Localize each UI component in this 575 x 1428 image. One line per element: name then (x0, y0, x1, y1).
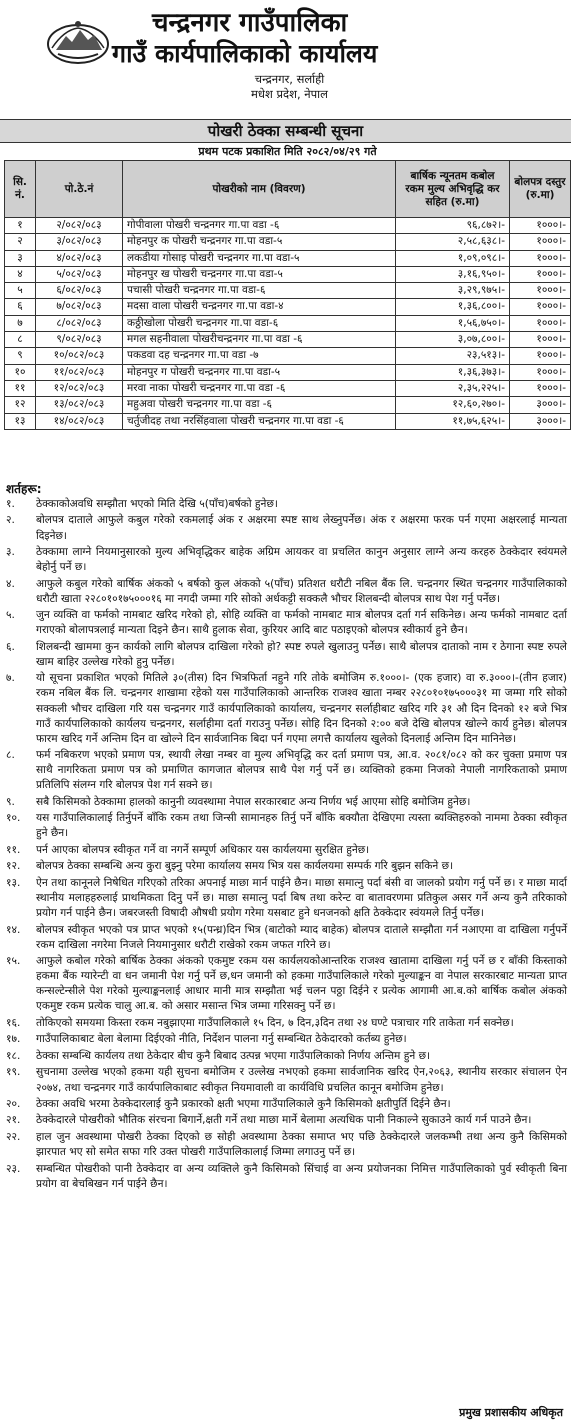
term-item (6, 1049, 567, 1064)
table-row (5, 348, 571, 364)
term-item (6, 497, 567, 512)
term-item (6, 843, 567, 858)
header (2, 0, 573, 110)
cell-amount: २,३५,२२५।- (396, 380, 510, 396)
table-row (5, 250, 571, 266)
cell-fee: १०००।- (510, 332, 571, 348)
cell-tender-no: ८/०८२/०८३ (36, 315, 123, 331)
term-item (6, 748, 567, 793)
term-item (6, 1130, 567, 1160)
term-number: ६. (6, 640, 15, 653)
cell-tender-no: १३/०८२/०८३ (36, 397, 123, 413)
term-number: ११. (6, 843, 21, 856)
cell-sn: ४ (5, 266, 36, 282)
address-line1: चन्द्रनगर, सर्लाही (254, 72, 325, 86)
term-text: सबै किसिमको ठेक्कामा हालको कानुनी व्यवस्थामा नेपाल सरकारबाट अन्य निर्णय भई आएमा सोहि बमोजिम हुनेछ। (36, 795, 471, 808)
cell-tender-no: २/०८२/०८३ (36, 218, 123, 234)
cell-amount: १,३६,३७३।- (396, 364, 510, 380)
cell-sn: ३ (5, 250, 36, 266)
cell-amount: ११,७५,६२५।- (396, 413, 510, 429)
term-text: ठेक्केदारले पोखरीको भौतिक संरचना बिगार्ने,क्षती गर्ने तथा माछा मार्ने बेलामा अत्यधिक पानी निकाल्ने सुकाउने कार्य गर्न पाउने छैन। (36, 1114, 532, 1127)
col-header-tender-no: पो.ठे.नं (36, 161, 123, 218)
term-item (6, 954, 567, 1014)
col-header-pond-name: पोखरीको नाम (विवरण) (123, 161, 396, 218)
cell-amount: ३,१६,९५०।- (396, 266, 510, 282)
cell-fee: १०००।- (510, 250, 571, 266)
cell-sn: १ (5, 218, 36, 234)
term-number: १२. (6, 860, 21, 873)
terms-heading: शर्तहरू: (6, 482, 42, 496)
term-number: १४. (6, 923, 21, 936)
term-number: ९. (6, 795, 15, 808)
cell-amount: ९६,८७२।- (396, 218, 510, 234)
cell-sn: २ (5, 234, 36, 250)
table-row (5, 234, 571, 250)
terms-list (6, 497, 567, 1193)
term-item (6, 545, 567, 575)
cell-sn: ९ (5, 348, 36, 364)
term-text: फर्म नबिकरण भएको प्रमाण पत्र, स्थायी लेखा नम्बर वा मुल्य अभिवृद्धि कर दर्ता प्रमाण पत्र, आ.व. २०८१/०८२ को कर चुक्ता प्रमाण पत्र साथै नागरिकता प्रमाण पत्र को प्रमाणित कागजात बोलपत्र साथै पेश गर्नु पर्ने छ। व्यक्तिको हकमा निजको नेपाली नागरिकताको प्रमाण प्रतिलिपि संलग्न गरि बोलपत्र पेश गर्न सक्ने छ। (36, 749, 567, 792)
notice-title: पोखरी ठेक्का सम्बन्धी सूचना (0, 119, 571, 143)
cell-sn: ७ (5, 315, 36, 331)
term-text: आफुले कबोल गरेको बार्षिक ठेक्का अंकको एकमुष्ट रकम यस कार्यलयकोआन्तरिक राजश्व खातामा दाखिला गर्नु पर्ने छ र बाँकी किस्ताको हकमा बैंक ग्यारेन्टी वा धन जमानी पेश गर्नु पर्ने छ,धन जमानी को हकमा गाउँपालिकाले गरेको मुल्याङ्कन वा नेपाल सरकारबाट मान्यता प्राप्त कन्सल्टेन्सीले पेश गरेको मुल्याङ्कनलाई आधार मानी मात्र सम्झौता भई चलन पठ्ठा दिईने र प्रत्येक आगामी आ.ब.को बार्षिक कबोल अंकको एकमुष्ट रकम प्रत्येक चालु आ.ब. को असार मसान्त भित्र जम्मा गरिसक्नु पर्ने छ। (36, 955, 567, 1013)
cell-tender-no: १२/०८२/०८३ (36, 380, 123, 396)
term-text: आफुले कबुल गरेको बार्षिक अंकको ५ बर्षको कुल अंकको ५(पाँच) प्रतिशत धरौटी नबिल बैंक लि. चन्द्रनगर स्थित चन्द्रनगर गाउँपालिकाको धरौटी खाता २२८०१०१७५०००१६ मा नगदी जम्मा गरि सोको अर्धकट्टी सक्कलै भौचर शिलबन्दी बोलपत्र साथ पेश गर्नु पर्नेछ। (36, 577, 567, 605)
table-row (5, 413, 571, 429)
table-row (5, 283, 571, 299)
term-number: १६. (6, 1016, 21, 1029)
cell-pond-name: पकडवा दह चन्द्रनगर गा.पा वडा -७ (123, 348, 396, 364)
cell-pond-name: मदसा वाला पोखरी चन्द्रनगर गा.पा वडा-४ (123, 299, 396, 315)
cell-amount: २३,५१३।- (396, 348, 510, 364)
cell-tender-no: ११/०८२/०८३ (36, 364, 123, 380)
term-text: तोकिएको समयमा किस्ता रकम नबुझाएमा गाउँपालिकाले १५ दिन, ७ दिन,३दिन तथा २४ घण्टे पत्राचार गरि ताकेता गर्न सक्नेछ। (36, 1016, 514, 1029)
term-number: ३. (6, 546, 15, 559)
term-text: यस गाउँपालिकालाई तिर्नुपर्ने बाँकि रकम तथा जिन्सी सामानहरु तिर्नु पर्ने बाँकि बक्यौता देखिएमा त्यस्ता ब्यक्तिहरुको नाममा ठेक्का स्वीकृत हुने छैन। (36, 812, 567, 840)
term-item (6, 577, 567, 607)
cell-pond-name: मोहनपुर ख पोखरी चन्द्रनगर गा.पा वडा-५ (123, 266, 396, 282)
cell-sn: ५ (5, 283, 36, 299)
term-item (6, 923, 567, 953)
table-row (5, 380, 571, 396)
term-item (6, 1065, 567, 1095)
cell-amount: १,०९,०९८।- (396, 250, 510, 266)
cell-amount: १,३६,८००।- (396, 299, 510, 315)
cell-fee: १०००।- (510, 218, 571, 234)
cell-pond-name: मगल सहनीवाला पोखरीचन्द्रनगर गा.पा वडा -६ (123, 332, 396, 348)
government-emblem-icon (44, 18, 112, 66)
cell-fee: १०००।- (510, 266, 571, 282)
term-number: २१. (6, 1114, 21, 1127)
term-number: ७. (6, 672, 15, 685)
table-row (5, 266, 571, 282)
term-text: ठेक्का अवधि भरमा ठेक्केदारलाई कुनै प्रकारको क्षती भएमा गाउँपालिकाले कुनै किसिमको क्षतीपुर्ति दिईने छैन। (36, 1097, 451, 1110)
term-number: २२. (6, 1130, 21, 1143)
table-row (5, 299, 571, 315)
term-item (6, 640, 567, 670)
term-text: हाल जुन अवस्थामा पोखरी ठेक्का दिएको छ सोही अवस्थामा ठेक्का समाप्त भए पछि ठेक्केदारले जलकम्भी तथा अन्य कुनै किसिमको झारपात भए सो समेत सफा गरि उक्त पोखरी गाउँपालिकालाई जिम्मा लगाउनु पर्ने छ। (36, 1130, 567, 1159)
term-text: सम्बन्धित पोखरीको पानी ठेक्केदार वा अन्य व्यक्तिले कुनै किसिमको सिंचाई वा अन्य प्रयोजनका निमित्त गाउँपालिकाको पुर्व स्वीकृती बिना प्रयोग वा बेचबिखन गर्न पाईने छैन। (36, 1162, 567, 1190)
term-item (6, 513, 567, 543)
term-text: ऐन तथा कानूनले निषेधित गरिएको तरिका अपनाई माछा मार्न पाईने छैन। माछा समात्नु पर्दा बंसी वा जालको प्रयोग गर्नु पर्ने छ। र माछा मार्दा स्थानीय मलाहहरुलाई प्राथमिकता दिनु पर्ने छ। माछा समात्नु पर्दा बिष तथा करेन्ट वा बातावरणमा प्रतिकुल असर गर्ने अन्य कुनै तरिकाको प्रयोग गर्न पाईने छैन। जबरजस्ती विषादी औषधी प्रयोग गरेमा यसबाट हुने धनजनको क्षति ठेक्केदार स्वंयमले तिर्नु पर्नेछ। (36, 876, 567, 920)
cell-sn: १० (5, 364, 36, 380)
tender-table (4, 160, 571, 430)
cell-fee: १०००।- (510, 283, 571, 299)
cell-amount: १२,६०,२७०।- (396, 397, 510, 413)
cell-amount: १,५६,७५०।- (396, 315, 510, 331)
term-text: पर्न आएका बोलपत्र स्वीकृत गर्ने वा नगर्ने सम्पूर्ण अधिकार यस कार्यलयमा सुरक्षित हुनेछ। (36, 843, 370, 856)
term-item (6, 1016, 567, 1031)
cell-tender-no: १०/०८२/०८३ (36, 348, 123, 364)
signature: प्रमुख प्रशासकीय अधिकृत (459, 1406, 563, 1419)
term-item (6, 811, 567, 841)
cell-fee: १०००।- (510, 364, 571, 380)
cell-pond-name: गोपीवाला पोखरी चन्द्रनगर गा.पा वडा -६ (123, 218, 396, 234)
table-row (5, 332, 571, 348)
cell-fee: ३०००।- (510, 397, 571, 413)
cell-fee: १०००।- (510, 348, 571, 364)
term-item (6, 795, 567, 810)
cell-tender-no: १४/०८२/०८३ (36, 413, 123, 429)
cell-pond-name: मरवा नाका पोखरी चन्द्रनगर गा.पा वडा -६ (123, 380, 396, 396)
cell-fee: ३०००।- (510, 413, 571, 429)
cell-fee: १०००।- (510, 380, 571, 396)
cell-pond-name: मोहनपुर ग पोखरी चन्द्रनगर गा.पा वडा-५ (123, 364, 396, 380)
cell-amount: ३,०७,८००।- (396, 332, 510, 348)
cell-pond-name: मोहनपुर क पोखरी चन्द्रनगर गा.पा वडा-५ (123, 234, 396, 250)
cell-sn: १३ (5, 413, 36, 429)
term-number: २. (6, 514, 15, 527)
term-number: १९. (6, 1066, 21, 1079)
term-item (6, 859, 567, 874)
term-number: २०. (6, 1097, 21, 1110)
term-text: बोलपत्र स्वीकृत भएको पत्र प्राप्त भएको १५(पन्ध्र)दिन भित्र (बाटोको म्याद बाहेक) बोलपत्र दाताले सम्झौता गर्न नआएमा वा दाखिला गर्नुपर्ने रकम दाखिला नगरेमा निजले नियमानुसार धरौटी राखेको रकम जफत गरिने छ। (36, 923, 567, 951)
published-date: प्रथम पटक प्रकाशित मिति २०८२/०४/२९ गते (198, 145, 377, 158)
cell-tender-no: ७/०८२/०८३ (36, 299, 123, 315)
term-text: जुन व्यक्ति वा फर्मको नामबाट खरिद गरेको हो, सोहि व्यक्ति वा फर्मको नामबाट मात्र बोलपत्र दर्ता गर्न सकिनेछ। अन्य फर्मको नामबाट दर्ता गराएको बोलापत्रलाई मान्यता दिइने छैन। साथै हुलाक सेवा, कुरियर आदि बाट पठाइएको बोलपत्र स्वीकार्य हुने छैन। (36, 609, 567, 637)
cell-tender-no: ४/०८२/०८३ (36, 250, 123, 266)
col-header-sn: सि. नं. (5, 161, 36, 218)
table-header-row (5, 161, 571, 218)
cell-pond-name: लकडीया गोसाइ पोखरी चन्द्रनगर गा.पा वडा-५ (123, 250, 396, 266)
term-item (6, 671, 567, 746)
cell-fee: १०००।- (510, 299, 571, 315)
address-line2: मधेश प्रदेश, नेपाल (251, 87, 328, 101)
cell-pond-name: महुअवा पोखरी चन्द्रनगर गा.पा वडा -६ (123, 397, 396, 413)
term-item (6, 608, 567, 638)
cell-tender-no: ९/०८२/०८३ (36, 332, 123, 348)
table-row (5, 397, 571, 413)
cell-pond-name: कठ्ठीखोला पोखरी चन्द्रनगर गा.पा वडा-६ (123, 315, 396, 331)
cell-fee: १०००।- (510, 315, 571, 331)
cell-amount: २,५८,६३८।- (396, 234, 510, 250)
term-text: शिलबन्दी खाममा कुन कार्यको लागि बोलपत्र दाखिला गरेको हो? स्पष्ट रुपले खुलाउनु पर्नेछ। साथै बोलपत्र दाताको नाम र ठेगाना स्पष्ट रुपले खाम बाहिर उल्लेख गरेको हुनु पर्नेछ। (36, 640, 567, 668)
cell-pond-name: चर्तुजीदह तथा नरसिंहवाला पोखरी चन्द्रनगर गा.पा वडा -६ (123, 413, 396, 429)
office-subtitle: गाउँ कार्यपालिकाको कार्यालय (112, 39, 378, 68)
cell-sn: १२ (5, 397, 36, 413)
term-text: बोलपत्र ठेक्का सम्बन्धि अन्य कुरा बुझ्नु परेमा कार्यालय समय भित्र यस कार्यलयमा सम्पर्क गरि बुझन सकिने छ। (36, 860, 454, 873)
cell-fee: १०००।- (510, 234, 571, 250)
term-text: यो सूचना प्रकाशित भएको मितिले ३०(तीस) दिन भित्रफिर्ता नहुने गरि तोके बमोजिम रु.१०००।- (एक हजार) वा रु.३०००।-(तीन हजार) रकम नबिल बैंक लि. चन्द्रनगर शाखामा रहेको यस गाउँपालिकाको आन्तरिक राजश्व खाता नम्बर २२८०१०१७५०००३१ मा जम्मा गरि सोको सक्कली भौचर दाखिला गरि यस चन्द्रनगर गाउँ कार्यपालिकाको कार्यालय, चन्द्रनगर सर्लाहीबाट खरिद गरि ३१ औ दिन दिनको १२ बजे भित्र गाउँ कार्यपालिकाको कार्यलय चन्द्रनगर, सर्लाहीमा दर्ता गराउनु पर्नेछ। सोहि दिन दिनको २:०० बजे देखि बोलपत्र खोल्ने कार्य हुनेछ। बोलपत्र फारम खरिद गर्ने अन्तिम दिन वा खोल्ने दिन सार्वजानिक बिदा पर्न गएमा लगत्तै कार्यालय खुलेको दिनलाई अन्तिम दिन मानिनेछ। (36, 672, 567, 745)
term-text: गाउँपालिकाबाट बेला बेलामा दिईएको नीति, निर्देशन पालना गर्नु सम्बन्धित ठेकेदारको कर्तब्य हुनेछ। (36, 1033, 407, 1046)
tender-table-body (5, 218, 571, 430)
col-header-amount: बार्षिक न्यूनतम कबोल रकम मुल्य अभिवृद्धि कर सहित (रु.मा) (396, 161, 510, 218)
term-number: १३. (6, 876, 21, 889)
term-text: बोलपत्र दाताले आफुले कबुल गरेको रकमलाई अंक र अक्षरमा स्पष्ट साथ लेख्नुपर्नेछ। अंक र अक्षरमा फरक पर्न गएमा अक्षरलाई मान्यता दिइनेछ। (36, 514, 567, 542)
cell-tender-no: ३/०८२/०८३ (36, 234, 123, 250)
term-text: ठेक्का सम्बन्धि कार्यलय तथा ठेकेदार बीच कुनै बिबाद उत्पन्न भएमा गाउँपालिकाको निर्णय अन्तिम हुने छ। (36, 1049, 431, 1062)
term-number: १०. (6, 812, 21, 825)
term-item (6, 1113, 567, 1128)
term-item (6, 876, 567, 921)
cell-amount: ३,२९,९७५।- (396, 283, 510, 299)
term-item (6, 1162, 567, 1192)
table-row (5, 364, 571, 380)
cell-tender-no: ६/०८२/०८३ (36, 283, 123, 299)
term-number: ८. (6, 749, 15, 762)
cell-sn: ६ (5, 299, 36, 315)
table-row (5, 315, 571, 331)
col-header-fee: बोलपत्र दस्तुर (रु.मा) (510, 161, 571, 218)
term-item (6, 1097, 567, 1112)
cell-sn: ११ (5, 380, 36, 396)
term-number: २३. (6, 1162, 21, 1175)
term-number: १८. (6, 1049, 21, 1062)
term-number: ५. (6, 609, 15, 622)
cell-pond-name: पचासी पोखरी चन्द्रनगर गा.पा वडा-६ (123, 283, 396, 299)
term-item (6, 1032, 567, 1047)
term-number: १७. (6, 1033, 21, 1046)
term-number: १५. (6, 955, 21, 968)
term-text: ठेक्कामा लाग्ने नियमानुसारको मुल्य अभिवृद्धिकर बाहेक अग्रिम आयकर वा प्रचलित कानुन अनुसार लाग्ने अन्य करहरु ठेक्केदार स्वंयमले बेहोर्नु पर्ने छ। (36, 546, 567, 574)
office-name: चन्द्रनगर गाउँपालिका (152, 8, 348, 38)
term-text: सुचनामा उल्लेख भएको हकमा यही सुचना बमोजिम र उल्लेख नभएको हकमा सार्वजानिक खरिद ऐन,२०६३, स्थानीय सरकार संचालन ऐन २०७४, तथा चन्द्रनगर गाउँ कार्यपालिकाबाट स्वीकृत नियमावाली वा कार्यविधि प्रचलित कानून बमोजिम हुनेछ। (36, 1066, 567, 1094)
term-text: ठेक्काकोअवधि सम्झौता भएको मिति देखि ५(पाँच)बर्षको हुनेछ। (36, 498, 278, 510)
cell-sn: ८ (5, 332, 36, 348)
table-row (5, 218, 571, 234)
cell-tender-no: ५/०८२/०८३ (36, 266, 123, 282)
term-number: ४. (6, 577, 15, 590)
term-number: १. (6, 498, 15, 510)
